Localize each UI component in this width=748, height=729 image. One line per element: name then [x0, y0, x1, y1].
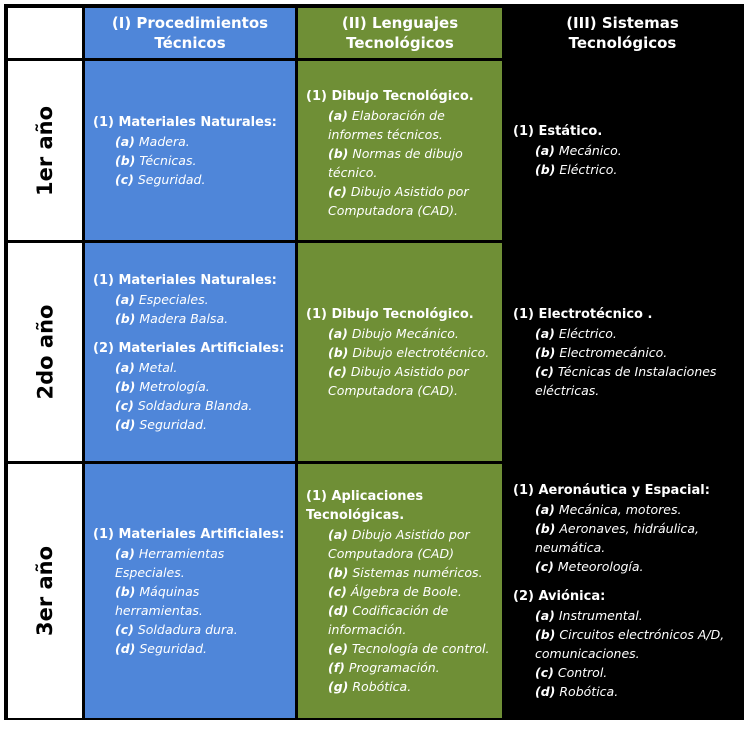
list-item	[513, 160, 732, 179]
item-letter: (b)	[535, 162, 556, 177]
item-letter: (d)	[328, 602, 349, 618]
row-label-3er	[8, 464, 82, 718]
item-letter: (b)	[535, 521, 556, 536]
item-text: Robótica.	[352, 678, 412, 694]
group-title: (1) Aeronáutica y Espacial:	[513, 483, 710, 498]
list-item	[513, 663, 732, 682]
cell-r0-c2	[298, 61, 502, 240]
item-text: Seguridad.	[139, 640, 207, 656]
item-text: Seguridad.	[139, 416, 207, 432]
list-item	[93, 309, 287, 328]
item-text: Eléctrico.	[559, 162, 618, 177]
item-text: Eléctrico.	[558, 325, 617, 341]
item-text: Meteorología.	[557, 559, 644, 574]
item-letter: (c)	[535, 363, 554, 379]
row-label-2do	[8, 243, 82, 461]
item-text: Dibujo Asistido por Computadora (CAD)	[328, 526, 470, 561]
cell-r0-c1	[85, 61, 295, 240]
list-item	[306, 639, 494, 658]
list-item	[93, 151, 287, 170]
cell-r1-c3	[505, 243, 740, 461]
item-letter: (a)	[115, 359, 135, 375]
group-title: (1) Materiales Naturales:	[93, 272, 277, 288]
item-letter: (b)	[535, 627, 556, 642]
item-letter: (g)	[328, 678, 349, 694]
item-text: Dibujo electrotécnico.	[352, 344, 490, 360]
list-item	[306, 362, 494, 400]
list-item	[306, 601, 494, 639]
item-letter: (b)	[328, 344, 349, 360]
list-item	[93, 396, 287, 415]
list-item	[93, 377, 287, 396]
item-text: Codificación de información.	[328, 602, 449, 637]
item-text: Mecánico.	[558, 143, 622, 158]
item-text: Madera Balsa.	[139, 310, 229, 326]
list-item	[93, 620, 287, 639]
item-letter: (a)	[328, 526, 348, 542]
item-letter: (c)	[115, 397, 134, 413]
item-text: Instrumental.	[558, 608, 643, 623]
item-letter: (a)	[115, 291, 135, 307]
item-letter: (e)	[328, 640, 348, 656]
item-letter: (b)	[115, 310, 136, 326]
item-letter: (b)	[115, 378, 136, 394]
list-item	[93, 639, 287, 658]
cell-r1-c1	[85, 243, 295, 461]
item-text: Robótica.	[559, 684, 619, 699]
header-procedimientos: (I) Procedimientos Técnicos	[85, 8, 295, 58]
group-spacer	[513, 576, 732, 587]
list-item	[306, 525, 494, 563]
row-label-text: 2do año	[33, 304, 57, 400]
group-title: (1) Aplicaciones Tecnológicas.	[306, 488, 424, 523]
item-text: Electromecánico.	[559, 344, 668, 360]
item-text: Dibujo Asistido por Computadora (CAD).	[328, 184, 469, 218]
item-letter: (b)	[115, 583, 136, 599]
item-letter: (d)	[115, 416, 136, 432]
list-item	[513, 519, 732, 557]
row-label-text: 1er año	[33, 105, 58, 196]
list-item	[306, 582, 494, 601]
row-label-1er	[8, 61, 82, 240]
item-text: Metal.	[138, 359, 178, 375]
header-lenguajes: (II) Lenguajes Tecnológicos	[298, 8, 502, 58]
cell-r0-c3	[505, 61, 740, 240]
item-text: Metrología.	[139, 378, 210, 394]
item-text: Soldadura dura.	[137, 621, 238, 637]
list-item	[513, 625, 732, 663]
item-letter: (a)	[328, 108, 348, 123]
item-letter: (a)	[115, 545, 135, 561]
list-item	[306, 106, 494, 144]
list-item	[513, 682, 732, 701]
list-item	[93, 582, 287, 620]
item-letter: (c)	[535, 559, 554, 574]
item-text: Especiales.	[138, 291, 209, 307]
item-text: Tecnología de control.	[351, 640, 490, 656]
list-item	[513, 606, 732, 625]
item-letter: (f)	[328, 659, 345, 675]
group-title: (1) Dibujo Tecnológico.	[306, 89, 474, 104]
list-item	[93, 544, 287, 582]
cell-r2-c2	[298, 464, 502, 718]
list-item	[93, 290, 287, 309]
item-text: Circuitos electrónicos A/D, comunicaciones.	[535, 627, 725, 661]
list-item	[306, 144, 494, 182]
list-item	[513, 141, 732, 160]
item-text: Herramientas Especiales.	[115, 545, 225, 580]
item-text: Álgebra de Boole.	[350, 583, 462, 599]
curriculum-table	[4, 4, 744, 720]
list-item	[306, 677, 494, 696]
list-item	[306, 324, 494, 343]
group-title: (1) Electrotécnico .	[513, 306, 653, 322]
item-text: Elaboración de informes técnicos.	[328, 108, 445, 142]
list-item	[513, 343, 732, 362]
list-item	[513, 324, 732, 343]
list-item	[93, 415, 287, 434]
item-text: Madera.	[138, 133, 190, 149]
item-letter: (c)	[115, 621, 134, 637]
cell-r2-c1	[85, 464, 295, 718]
list-item	[306, 658, 494, 677]
group-title: (2) Aviónica:	[513, 589, 606, 604]
item-letter: (b)	[328, 564, 349, 580]
item-letter: (a)	[115, 133, 135, 149]
item-text: Técnicas de Instalaciones eléctricas.	[535, 363, 717, 398]
item-text: Técnicas.	[139, 152, 197, 168]
item-text: Seguridad.	[137, 171, 206, 187]
item-letter: (a)	[535, 143, 555, 158]
item-letter: (c)	[328, 583, 347, 599]
list-item	[306, 182, 494, 220]
list-item	[513, 500, 732, 519]
item-letter: (c)	[328, 363, 347, 379]
item-text: Aeronaves, hidráulica, neumática.	[535, 521, 700, 555]
group-title: (1) Estático.	[513, 124, 603, 139]
item-letter: (c)	[535, 665, 554, 680]
item-text: Máquinas herramientas.	[115, 583, 203, 618]
cell-r2-c3	[505, 464, 740, 718]
item-letter: (d)	[535, 684, 556, 699]
item-letter: (b)	[115, 152, 136, 168]
item-letter: (b)	[328, 146, 349, 161]
item-text: Dibujo Mecánico.	[351, 325, 459, 341]
item-letter: (a)	[535, 608, 555, 623]
item-text: Mecánica, motores.	[558, 502, 682, 517]
item-letter: (c)	[328, 184, 347, 199]
item-letter: (a)	[535, 325, 555, 341]
cell-r1-c2	[298, 243, 502, 461]
item-letter: (c)	[115, 171, 134, 187]
list-item	[306, 563, 494, 582]
item-text: Soldadura Blanda.	[137, 397, 253, 413]
list-item	[306, 343, 494, 362]
group-title: (1) Materiales Artificiales:	[93, 526, 285, 542]
item-text: Normas de dibujo técnico.	[328, 146, 463, 180]
list-item	[93, 170, 287, 189]
group-spacer	[93, 328, 287, 339]
list-item	[93, 358, 287, 377]
group-title: (1) Materiales Naturales:	[93, 114, 277, 130]
corner-cell	[8, 8, 82, 58]
group-title: (2) Materiales Artificiales:	[93, 340, 285, 356]
row-label-text: 3er año	[33, 545, 58, 637]
list-item	[93, 132, 287, 151]
list-item	[513, 362, 732, 400]
item-text: Dibujo Asistido por Computadora (CAD).	[328, 363, 469, 398]
item-text: Sistemas numéricos.	[352, 564, 483, 580]
list-item	[513, 557, 732, 576]
header-sistemas: (III) Sistemas Tecnológicos	[505, 8, 740, 58]
group-title: (1) Dibujo Tecnológico.	[306, 306, 474, 322]
item-text: Control.	[557, 665, 608, 680]
item-text: Programación.	[348, 659, 440, 675]
item-letter: (d)	[115, 640, 136, 656]
item-letter: (a)	[328, 325, 348, 341]
item-letter: (b)	[535, 344, 556, 360]
item-letter: (a)	[535, 502, 555, 517]
